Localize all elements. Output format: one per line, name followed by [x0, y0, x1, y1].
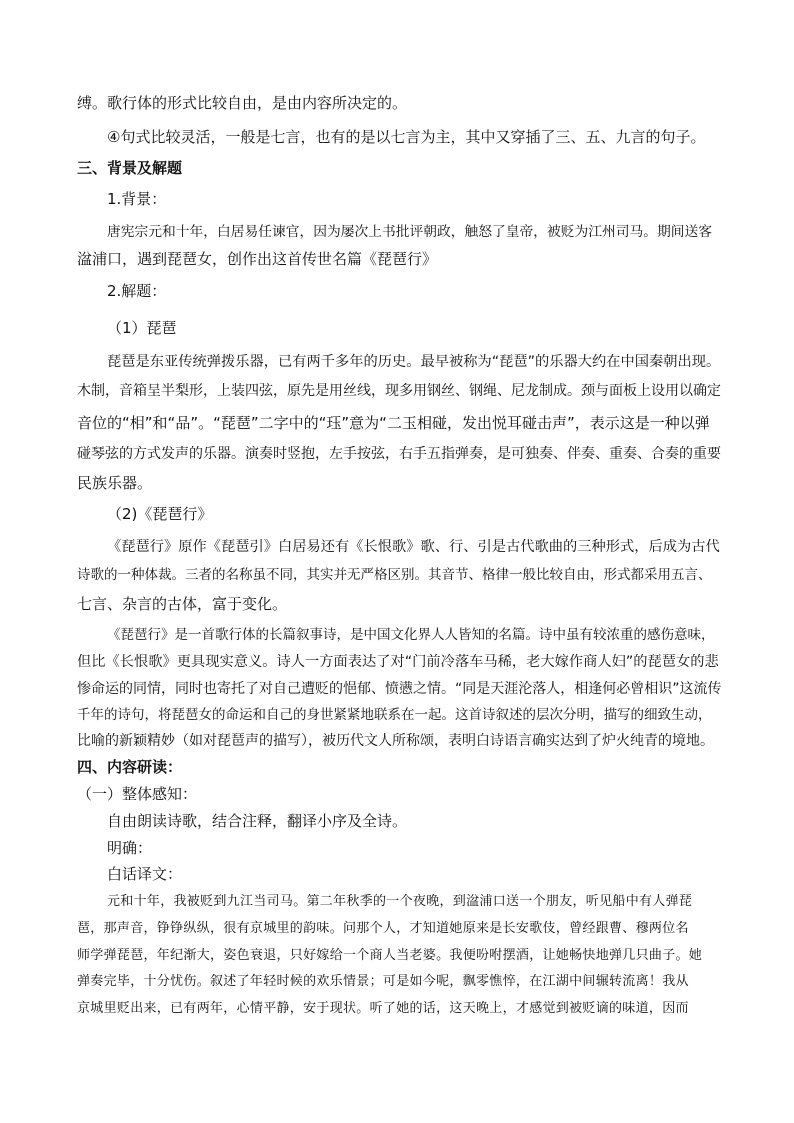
- subsection-heading: 2.解题：: [107, 282, 167, 300]
- subsection-heading: （一）整体感知：: [77, 785, 198, 803]
- text-line: 湓浦口，遇到琵琶女，创作出这首传世名篇《琵琶行》: [77, 250, 438, 268]
- subsection-heading: 1.背景：: [107, 190, 167, 208]
- text-line: 《琵琶行》是一首歌行体的长篇叙事诗，是中国文化界人人皆知的名篇。诗中虽有较浓重的感伤意味，: [107, 627, 715, 643]
- text-line: 民族乐器。: [77, 474, 153, 492]
- text-line: 碰琴弦的方式发声的乐器。演奏时竖抱，左手按弦，右手五指弹奏，是可独奏、伴奏、重奏、合奏的重要: [77, 446, 721, 462]
- translation-line: 元和十年，我被贬到九江当司马。第二年秋季的一个夜晚，到湓浦口送一个朋友，听见船中有人弹琵: [107, 894, 693, 909]
- subsection-heading: （1）琵琶: [107, 319, 177, 337]
- text-line: ④句式比较灵活，一般是七言，也有的是以七言为主，其中又穿插了三、五、九言的句子。: [107, 128, 706, 146]
- translation-line: 师学弹琵琶，年纪渐大，姿色衰退，只好嫁给一个商人当老婆。我便吩咐摆酒，让她畅快地弹几只曲子。她: [77, 948, 703, 963]
- text-line: 千年的诗句，将琵琶女的命运和自己的身世紧紧地联系在一起。这首诗叙述的层次分明，描写的细致生动，: [77, 707, 712, 723]
- subsection-heading: （2)《琵琶行》: [107, 505, 213, 523]
- text-line: 明确：: [107, 839, 153, 857]
- text-line: 自由朗读诗歌，结合注释，翻译小序及全诗。: [107, 812, 408, 830]
- text-line: 惨命运的同情，同时也寄托了对自己遭贬的悒郁、愤懑之情。“同是天涯沦落人，相逢何必曾相识”这流传: [77, 681, 722, 697]
- text-line: 音位的“相”和“品”。“琵琶”二字中的“珏”意为“二玉相碰，发出悦耳碰击声”，表示这是一种以弹: [77, 414, 710, 432]
- text-line: 木制，音箱呈半梨形，上装四弦，原先是用丝线，现多用钢丝、钢绳、尼龙制成。颈与面板上设用以确定: [77, 383, 721, 399]
- section-heading: 三、背景及解题: [77, 159, 183, 177]
- text-line: 但比《长恨歌》更具现实意义。诗人一方面表达了对“门前冷落车马稀，老大嫁作商人妇”的琵琶女的悲: [77, 654, 719, 670]
- translation-line: 琶，那声音，铮铮纵纵，很有京城里的韵味。问那个人，才知道她原来是长安歌伎，曾经跟曹、穆两位名: [77, 921, 689, 936]
- text-line: 诗歌的一种体裁。三者的名称虽不同，其实并无严格区别。其音节、格律一般比较自由，形式都采用五言、: [77, 567, 712, 583]
- text-line: 《琵琶行》原作《琵琶引》白居易还有《长恨歌》歌、行、引是古代歌曲的三种形式，后成为古代: [107, 539, 720, 555]
- text-line: 唐宪宗元和十年，白居易任谏官，因为屡次上书批评朝政，触怒了皇帝，被贬为江州司马。期间送客: [107, 224, 713, 240]
- text-line: 琵琶是东亚传统弹拨乐器，已有两千多年的历史。最早被称为“琵琶”的乐器大约在中国秦朝出现。: [107, 354, 721, 370]
- text-line: 白话译文：: [107, 865, 183, 883]
- text-line: 缚。歌行体的形式比较自由，是由内容所决定的。: [77, 94, 408, 112]
- text-line: 七言、杂言的古体，富于变化。: [77, 595, 288, 613]
- section-heading: 四、内容研读：: [77, 758, 183, 776]
- translation-line: 京城里贬出来，已有两年，心情平静，安于现状。听了她的话，这天晚上，才感觉到被贬谪的味道，因而: [77, 1001, 689, 1016]
- translation-line: 弹奏完毕，十分忧伤。叙述了年轻时候的欢乐情景；可是如今呢，飘零憔悴，在江湖中间辗转流离！我从: [77, 974, 689, 989]
- text-line: 比喻的新颖精妙（如对琵琶声的描写），被历代文人所称颂，表明白诗语言确实达到了炉火纯青的境地。: [77, 733, 714, 749]
